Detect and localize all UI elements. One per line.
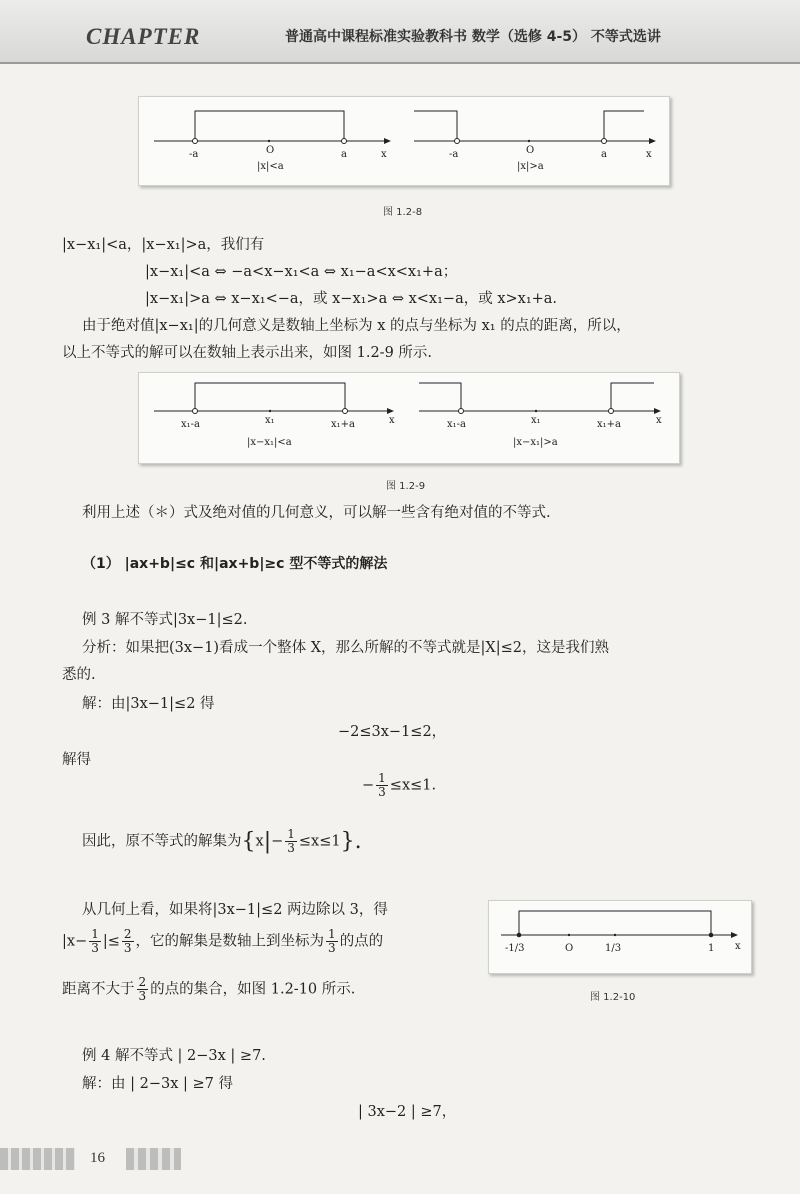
equivalence-line: |x−x₁|<a ⇔ −a<x−x₁<a ⇔ x₁−a<x<x₁+a； xyxy=(145,264,458,280)
text-segment: 的点的集合，如图 1.2-10 所示. xyxy=(150,981,356,998)
figure-1-2-9 xyxy=(138,372,680,464)
figure-1-2-8 xyxy=(138,96,670,186)
number-line-figure-1-2-9 xyxy=(139,373,679,463)
tick-origin: O xyxy=(526,145,535,156)
solution-set: { xyxy=(241,829,256,854)
tick-x1: x₁ xyxy=(265,415,275,426)
set-bar: | xyxy=(263,829,272,854)
tick-x1-plus-a: x₁+a xyxy=(331,419,355,430)
abs-open: |x− xyxy=(62,933,88,950)
tick-a: a xyxy=(601,149,607,160)
tick-origin: O xyxy=(565,943,574,954)
text-line: 从几何上看，如果将|3x−1|≤2 两边除以 3，得 xyxy=(82,902,388,918)
page-number: 16 xyxy=(90,1150,105,1166)
text-line: 解得 xyxy=(62,752,91,768)
tick-x: x xyxy=(389,415,395,426)
numerator: 1 xyxy=(378,771,386,785)
book-title: 普通高中课程标准实验教科书 数学（选修 4-5） 不等式选讲 xyxy=(285,29,661,45)
tick-a: a xyxy=(341,149,347,160)
figure-caption: 图 1.2-9 xyxy=(386,481,426,492)
tick-one: 1 xyxy=(708,943,715,954)
figure-1-2-10 xyxy=(488,900,752,974)
text-segment: 距离不大于 xyxy=(62,981,135,998)
label-abs-x-lt-a: |x|<a xyxy=(257,161,284,172)
number-line-figure-1-2-8 xyxy=(139,97,669,185)
minus-sign: − xyxy=(271,833,284,850)
label-abs-x-gt-a: |x|>a xyxy=(517,161,544,172)
solution-line: 解：由|3x−1|≤2 得 xyxy=(82,696,215,712)
fraction xyxy=(89,928,101,955)
denominator: 3 xyxy=(378,785,386,799)
figure-caption: 图 1.2-10 xyxy=(590,992,636,1003)
text-line: 由于绝对值|x−x₁|的几何意义是数轴上坐标为 x 的点与坐标为 x₁ 的点的距离，所以， xyxy=(82,318,631,334)
conclusion-line xyxy=(82,828,362,855)
tick-neg-a: -a xyxy=(449,149,459,160)
solution-line: 解：由 | 2−3x | ≥7 得 xyxy=(82,1076,233,1092)
text-line: |x−x₁|<a，|x−x₁|>a，我们有 xyxy=(62,237,265,253)
tick-x1-minus-a: x₁-a xyxy=(447,419,466,430)
tick-neg-a: -a xyxy=(189,149,199,160)
numerator: 2 xyxy=(123,927,132,941)
minus-sign: − xyxy=(362,777,375,794)
analysis-line: 悉的. xyxy=(62,667,96,683)
number-line-figure-1-2-10 xyxy=(489,901,751,973)
equation: −2≤3x−1≤2， xyxy=(338,724,447,740)
equation xyxy=(362,772,436,799)
numerator: 1 xyxy=(91,927,99,941)
equivalence-line: |x−x₁|>a ⇔ x−x₁<−a，或 x−x₁>a ⇔ x<x₁−a，或 x>x₁+a. xyxy=(145,291,558,307)
denominator: 3 xyxy=(138,989,147,1003)
page-header xyxy=(0,0,800,64)
tick-neg-one-third: -1/3 xyxy=(505,943,525,954)
denominator: 3 xyxy=(91,941,99,955)
footer-decoration xyxy=(0,1148,75,1170)
tick-x1-minus-a: x₁-a xyxy=(181,419,200,430)
numerator: 1 xyxy=(287,827,295,841)
fraction xyxy=(122,928,134,955)
label-abs-lt: |x−x₁|<a xyxy=(247,437,292,448)
example-3-title: 例 3 解不等式|3x−1|≤2. xyxy=(82,612,248,628)
equation: | 3x−2 | ≥7， xyxy=(358,1104,457,1120)
label-abs-gt: |x−x₁|>a xyxy=(513,437,558,448)
set-rest: ≤x≤1 xyxy=(298,833,341,850)
text-line xyxy=(62,976,355,1003)
example-4-title: 例 4 解不等式 | 2−3x | ≥7. xyxy=(82,1048,266,1064)
denominator: 3 xyxy=(287,841,295,855)
fraction xyxy=(285,828,297,855)
numerator: 2 xyxy=(138,975,147,989)
denominator: 3 xyxy=(328,941,336,955)
tick-x: x xyxy=(381,149,387,160)
numerator: 1 xyxy=(328,927,336,941)
section-heading: （1） |ax+b|≤c 和|ax+b|≥c 型不等式的解法 xyxy=(82,556,388,572)
text-segment: ，它的解集是数轴上到坐标为 xyxy=(135,933,325,950)
denominator: 3 xyxy=(123,941,132,955)
text-line: 以上不等式的解可以在数轴上表示出来，如图 1.2-9 所示. xyxy=(62,345,433,361)
tick-x1-plus-a: x₁+a xyxy=(597,419,621,430)
set-variable: x xyxy=(255,833,264,850)
fraction xyxy=(376,772,388,799)
text-segment: 的点的 xyxy=(339,933,384,950)
abs-close: |≤ xyxy=(102,933,120,950)
fraction xyxy=(137,976,149,1003)
tick-one-third: 1/3 xyxy=(605,943,622,954)
footer-decoration xyxy=(126,1148,181,1170)
conclusion-text: 因此，原不等式的解集为 xyxy=(82,833,242,850)
solution-set-close: }. xyxy=(340,829,362,854)
fraction xyxy=(326,928,338,955)
tick-origin: O xyxy=(266,145,275,156)
equation-rest: ≤x≤1. xyxy=(389,777,437,794)
tick-x: x xyxy=(646,149,652,160)
tick-x: x xyxy=(735,941,741,952)
chapter-label: CHAPTER xyxy=(86,24,201,49)
text-line: 利用上述（＊）式及绝对值的几何意义，可以解一些含有绝对值的不等式. xyxy=(82,505,551,521)
text-line xyxy=(62,928,383,955)
tick-x1: x₁ xyxy=(531,415,541,426)
tick-x: x xyxy=(656,415,662,426)
analysis-line: 分析：如果把(3x−1)看成一个整体 X，那么所解的不等式就是|X|≤2，这是我们熟 xyxy=(82,640,609,656)
figure-caption: 图 1.2-8 xyxy=(383,207,423,218)
